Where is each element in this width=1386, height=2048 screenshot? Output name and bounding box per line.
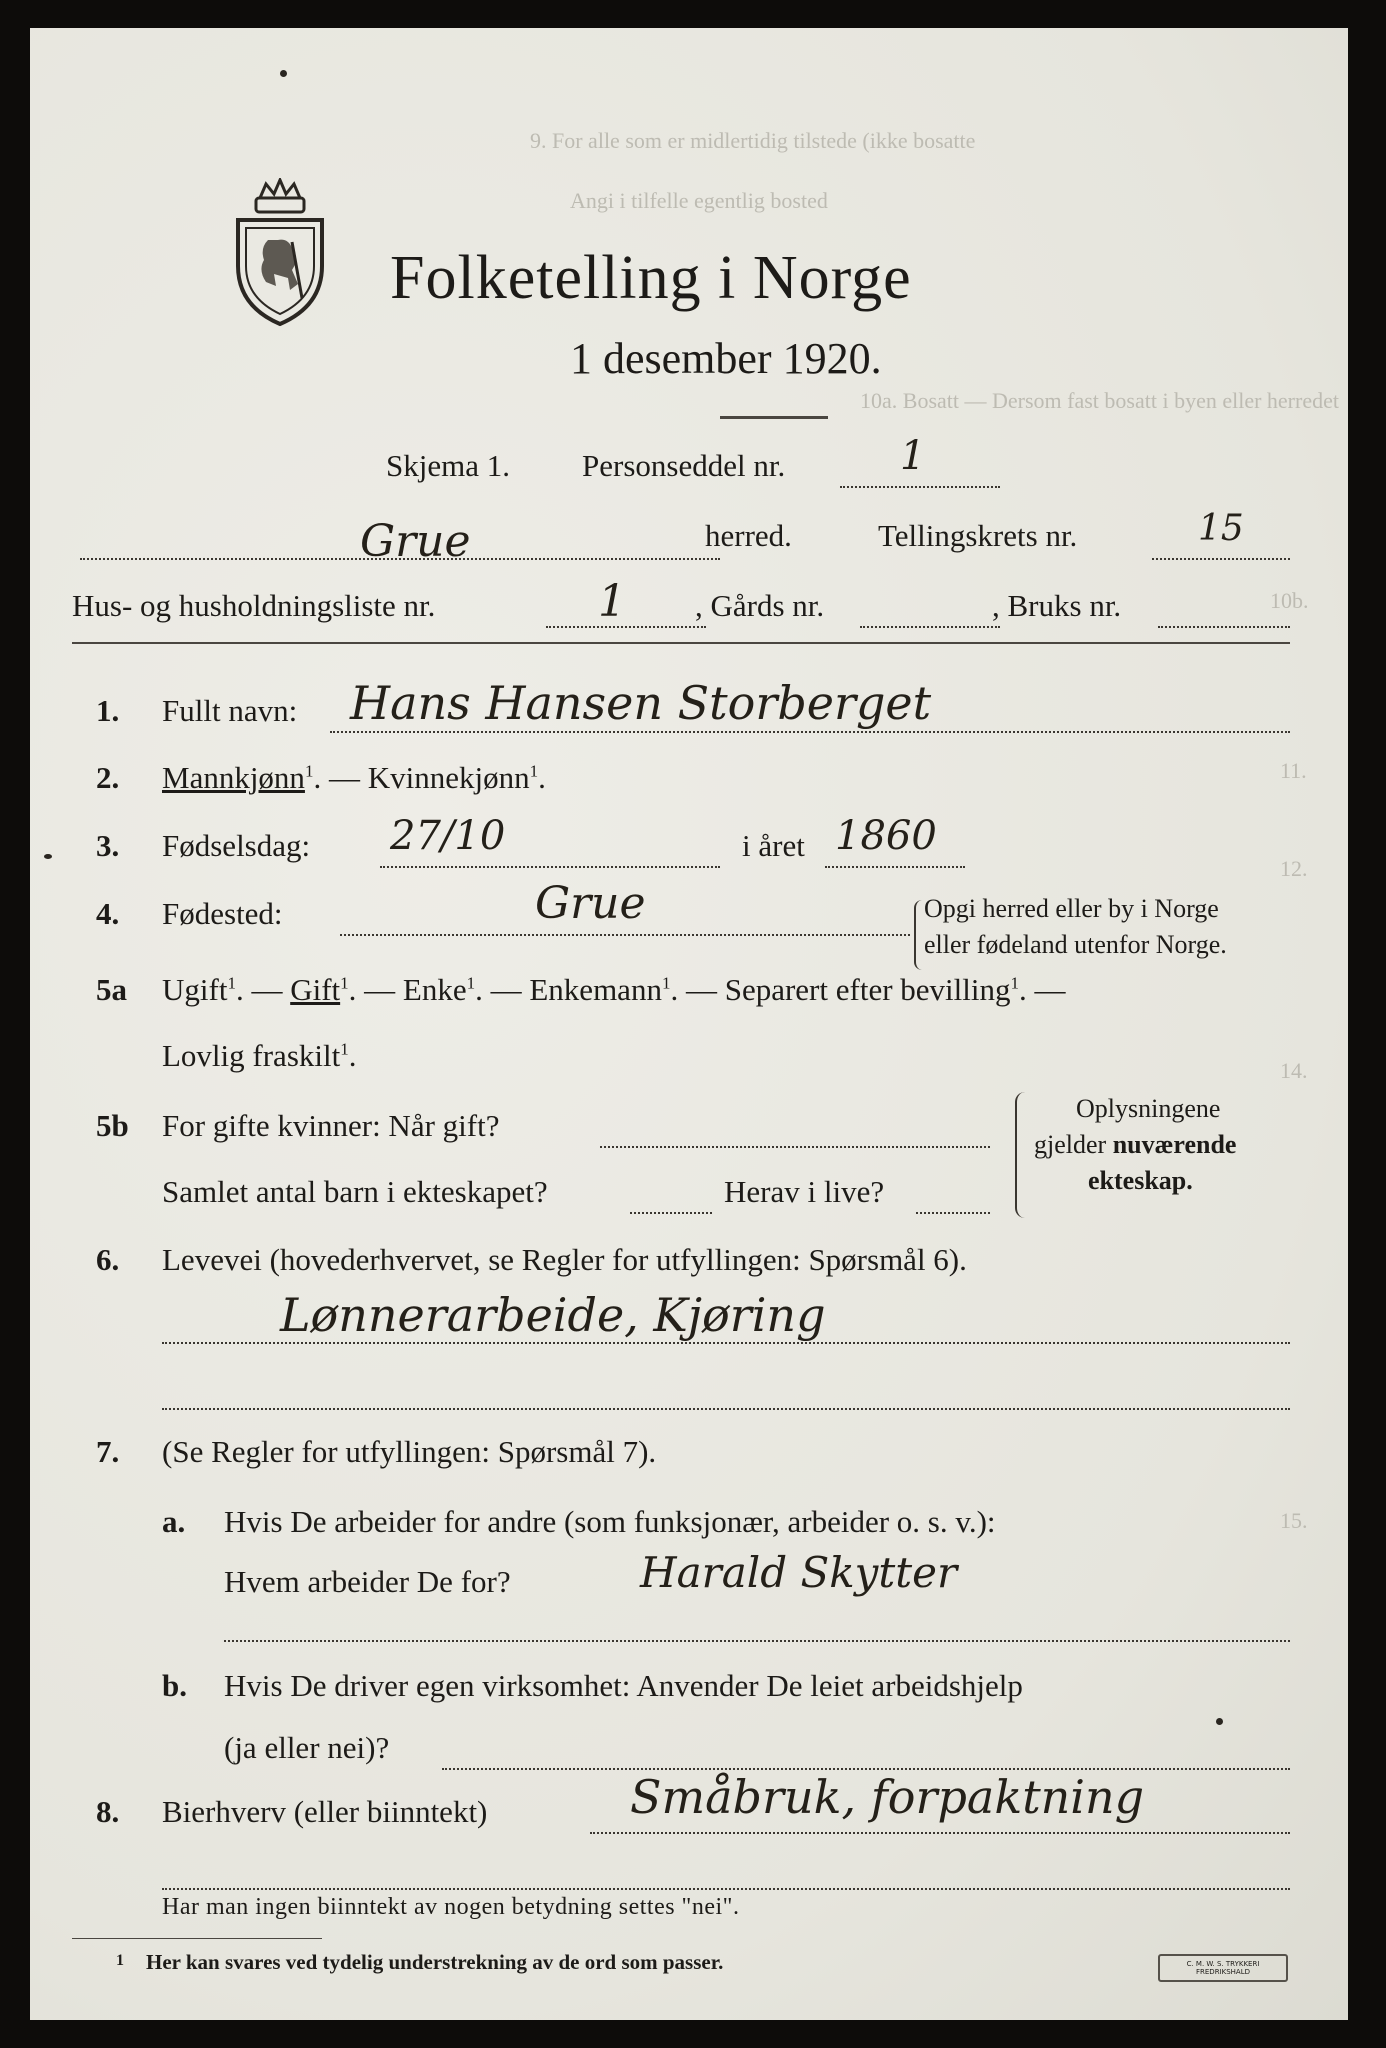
paper-speck <box>280 70 287 77</box>
bleed-text: 15. <box>1280 1508 1308 1533</box>
arbeidsgiver-field[interactable] <box>224 1640 1290 1642</box>
levevei-field-2[interactable] <box>162 1408 1290 1410</box>
ekteskap-note-2: gjelder nuværende <box>1034 1130 1237 1159</box>
bierhverv-field-2[interactable] <box>162 1888 1290 1890</box>
q7a-number: a. <box>162 1504 186 1539</box>
ugift-option[interactable]: Ugift <box>162 972 228 1007</box>
bierhverv-field[interactable] <box>590 1832 1290 1834</box>
fodested-field[interactable] <box>340 934 910 936</box>
fodested-brace <box>914 900 922 970</box>
ekteskap-note-1: Oplysningene <box>1076 1094 1221 1123</box>
q7b-label-2: (ja eller nei)? <box>224 1730 390 1765</box>
q7a-label-1: Hvis De arbeider for andre (som funksjonær, arbeider o. s. v.): <box>224 1504 996 1539</box>
title-divider <box>720 416 828 419</box>
q7-label: (Se Regler for utfyllingen: Spørsmål 7). <box>162 1434 657 1469</box>
bierhverv-value: Småbruk, forpaktning <box>630 1770 1145 1824</box>
bruks-field[interactable] <box>1158 626 1290 628</box>
q2-number: 2. <box>96 760 120 795</box>
husliste-value: 1 <box>598 576 626 627</box>
q7b-number: b. <box>162 1668 187 1703</box>
bleed-text: 10b. <box>1270 588 1309 613</box>
gift-option[interactable]: Gift <box>290 972 341 1007</box>
arbeidsgiver-value: Harald Skytter <box>640 1548 958 1597</box>
q3-number: 3. <box>96 828 120 863</box>
q4-label: Fødested: <box>162 896 283 931</box>
tellingskrets-field[interactable] <box>1152 558 1290 560</box>
personseddel-label: Personseddel nr. <box>582 448 786 483</box>
q3-label: Fødselsdag: <box>162 828 311 863</box>
mannkjonn-option[interactable]: Mannkjønn <box>162 760 305 795</box>
form-title: Folketelling i Norge <box>390 244 912 312</box>
bleed-text: 12. <box>1280 856 1308 881</box>
form-date: 1 desember 1920. <box>570 334 882 383</box>
q7a-label-2: Hvem arbeider De for? <box>224 1564 511 1599</box>
census-form-sheet <box>30 28 1348 2020</box>
paper-speck <box>44 854 52 859</box>
levevei-label: Levevei (hovederhvervet, se Regler for utfyllingen: Spørsmål 6). <box>162 1242 967 1277</box>
fodested-note-1: Opgi herred eller by i Norge <box>924 894 1219 923</box>
fodselsdag-field[interactable] <box>380 866 720 868</box>
printer-stamp <box>1158 1954 1288 1982</box>
herred-value: Grue <box>360 516 471 567</box>
q7b-label-1: Hvis De driver egen virksomhet: Anvender De leiet arbeidshjelp <box>224 1668 1023 1703</box>
husliste-label: Hus- og husholdningsliste nr. <box>72 588 436 623</box>
fraskilt-option[interactable]: Lovlig fraskilt$^1$. <box>162 1038 357 1073</box>
bleed-text: 9. For alle som er midlertidig tilstede (ikke bosatte <box>530 128 976 153</box>
gards-field[interactable] <box>860 626 1000 628</box>
q4-number: 4. <box>96 896 120 931</box>
gards-label: , Gårds nr. <box>695 588 825 623</box>
aaret-label: i året <box>742 828 805 863</box>
i-live-label: Herav i live? <box>724 1174 885 1209</box>
q8-number: 8. <box>96 1794 120 1829</box>
barn-label: Samlet antal barn i ekteskapet? <box>162 1174 548 1209</box>
fodested-value: Grue <box>535 878 646 929</box>
sivilstand-options: Ugift$^1$. — Gift$^1$. — Enke$^1$. — Enkemann$^1$. — Separert efter bevilling$^1$. — <box>162 972 1066 1007</box>
naar-gift-label: For gifte kvinner: Når gift? <box>162 1108 500 1143</box>
norway-coat-of-arms-icon <box>230 178 330 328</box>
ekteskap-brace <box>1015 1092 1025 1218</box>
q1-number: 1. <box>96 693 120 728</box>
footnote-text: Her kan svares ved tydelig understrekning av de ord som passer. <box>146 1950 724 1974</box>
bruks-label: , Bruks nr. <box>992 588 1122 623</box>
printer-stamp-text: C. M. W. S. TRYKKERI FREDRIKSHALD <box>1186 1960 1260 1976</box>
footnote-mark: 1 <box>116 1952 124 1969</box>
q7-number: 7. <box>96 1434 120 1469</box>
levevei-field[interactable] <box>162 1342 1290 1344</box>
i-live-field[interactable] <box>916 1212 990 1214</box>
aaret-value: 1860 <box>835 813 937 859</box>
q5b-number: 5b <box>96 1108 129 1143</box>
aaret-field[interactable] <box>825 866 965 868</box>
naar-gift-field[interactable] <box>600 1146 990 1148</box>
barn-field[interactable] <box>630 1212 712 1214</box>
paper-speck <box>1216 1718 1223 1725</box>
bierhverv-label: Bierhverv (eller biinntekt) <box>162 1794 488 1829</box>
footnote-divider <box>72 1938 322 1939</box>
personseddel-field[interactable] <box>840 486 1000 488</box>
tellingskrets-value: 15 <box>1198 508 1244 549</box>
bleed-text: 11. <box>1280 758 1307 783</box>
bleed-text: Angi i tilfelle egentlig bosted <box>570 188 828 213</box>
q1-label: Fullt navn: <box>162 693 298 728</box>
personseddel-value: 1 <box>900 433 926 479</box>
fullt-navn-value: Hans Hansen Storberget <box>350 676 932 730</box>
header-divider <box>72 642 1290 644</box>
husliste-field[interactable] <box>546 626 706 628</box>
q5a-number: 5a <box>96 972 127 1007</box>
levevei-value: Lønnerarbeide, Kjøring <box>280 1288 826 1342</box>
tellingskrets-label: Tellingskrets nr. <box>878 518 1078 553</box>
nei-note: Har man ingen biinntekt av nogen betydning settes "nei". <box>162 1894 740 1920</box>
skjema-label: Skjema 1. <box>386 448 510 483</box>
fodselsdag-value: 27/10 <box>390 813 506 859</box>
herred-label: herred. <box>705 518 792 553</box>
ekteskap-note-3: ekteskap. <box>1088 1166 1193 1195</box>
q2-text: Mannkjønn$^1$. — Kvinnekjønn$^1$. <box>162 760 546 795</box>
q6-number: 6. <box>96 1242 120 1277</box>
bleed-text: 14. <box>1280 1058 1308 1083</box>
fodested-note-2: eller fødeland utenfor Norge. <box>924 930 1227 959</box>
fullt-navn-field[interactable] <box>330 731 1290 733</box>
kvinnekjonn-option[interactable]: Kvinnekjønn <box>367 760 530 795</box>
bleed-text: 10a. Bosatt — Dersom fast bosatt i byen eller herredet <box>860 388 1339 413</box>
